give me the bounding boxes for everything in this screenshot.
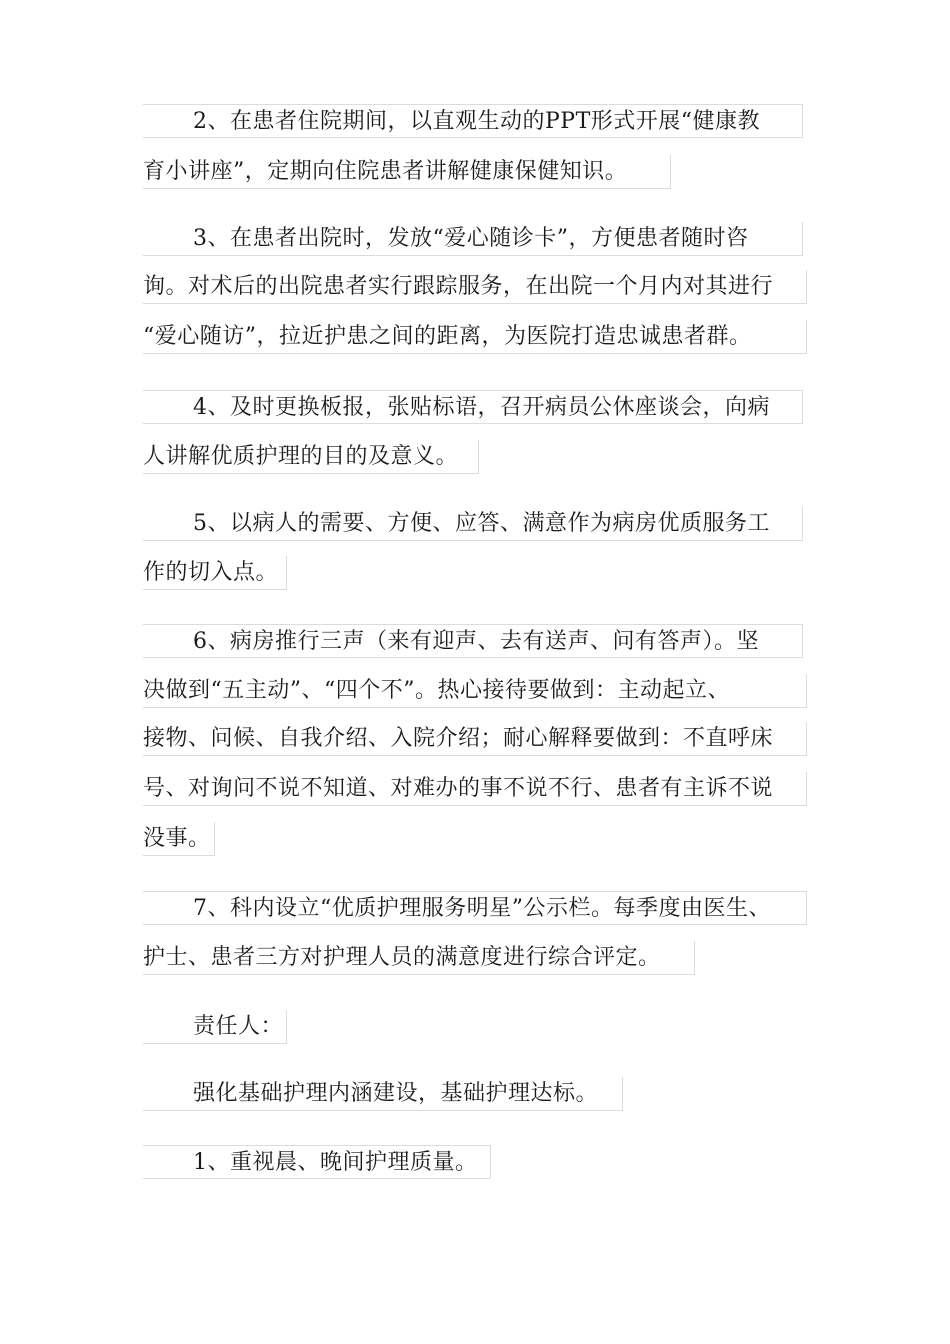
paragraph-line: 6、病房推行三声（来有迎声、去有送声、问有答声）。坚: [143, 624, 803, 658]
paragraph-line: 2、在患者住院期间，以直观生动的PPT形式开展“健康教: [143, 104, 803, 138]
paragraph-line: 7、科内设立“优质护理服务明星”公示栏。每季度由医生、: [143, 891, 807, 925]
paragraph-line: 人讲解优质护理的目的及意义。: [143, 440, 479, 474]
paragraph-line: 护士、患者三方对护理人员的满意度进行综合评定。: [143, 941, 695, 975]
paragraph-line: 没事。: [143, 822, 215, 856]
paragraph-line: 接物、问候、自我介绍、入院介绍；耐心解释要做到：不直呼床: [143, 722, 807, 756]
paragraph-line: 育小讲座”，定期向住院患者讲解健康保健知识。: [143, 155, 671, 189]
paragraph-line: “爱心随访”，拉近护患之间的距离，为医院打造忠诚患者群。: [143, 320, 807, 354]
list-item: 1、重视晨、晚间护理质量。: [143, 1145, 491, 1179]
paragraph-line: 4、及时更换板报，张贴标语，召开病员公休座谈会，向病: [143, 390, 803, 424]
paragraph-line: 作的切入点。: [143, 556, 287, 590]
paragraph-line: 询。对术后的出院患者实行跟踪服务，在出院一个月内对其进行: [143, 270, 807, 304]
paragraph-line: 5、以病人的需要、方便、应答、满意作为病房优质服务工: [143, 507, 803, 541]
paragraph-line: 决做到“五主动”、“四个不”。热心接待要做到：主动起立、: [143, 674, 807, 708]
paragraph-line: 号、对询问不说不知道、对难办的事不说不行、患者有主诉不说: [143, 772, 807, 806]
section-heading: 强化基础护理内涵建设，基础护理达标。: [143, 1077, 623, 1111]
paragraph-line: 3、在患者出院时，发放“爱心随诊卡”，方便患者随时咨: [143, 222, 803, 256]
responsible-person-label: 责任人：: [143, 1010, 287, 1044]
